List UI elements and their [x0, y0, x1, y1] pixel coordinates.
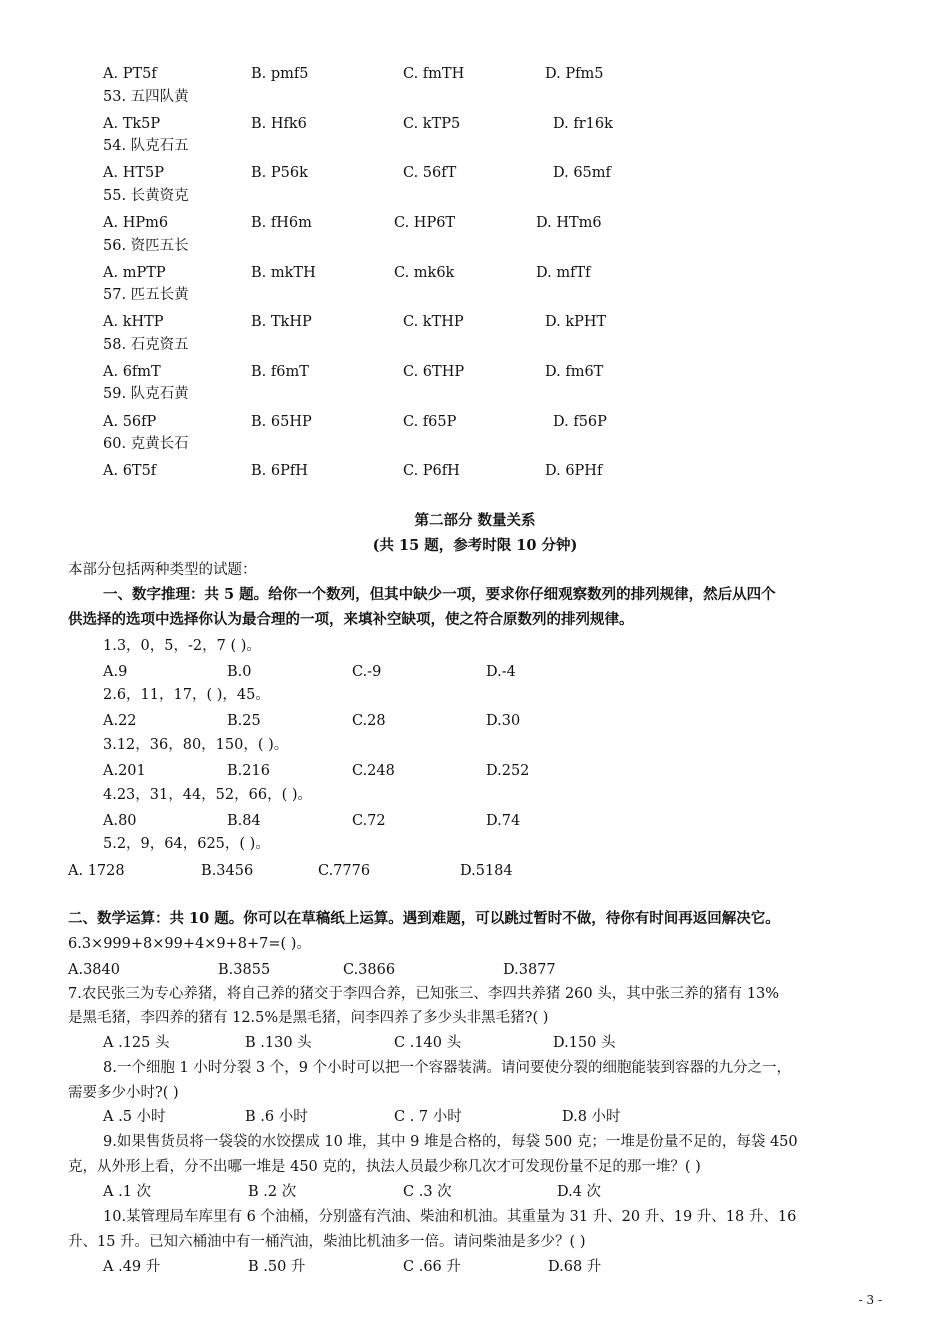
- option-b: B. fH6m: [251, 215, 312, 231]
- option-a: A. 6fmT: [103, 364, 161, 380]
- option-d: D. f56P: [553, 414, 607, 430]
- option-c: C.72: [352, 813, 386, 829]
- option-c: C. f65P: [403, 414, 457, 430]
- option-d: D. Pfm5: [545, 66, 604, 82]
- option-b: B.216: [227, 763, 270, 779]
- option-d: D. fr16k: [553, 116, 613, 132]
- option-b: B. mkTH: [251, 265, 316, 281]
- question-8: 8.一个细胞 1 小时分裂 3 个，9 个小时可以把一个容器装满。请问要使分裂的细胞能装到容器的九分之一，: [103, 1060, 792, 1076]
- question-5: 5.2，9，64，625，( )。: [103, 836, 270, 852]
- option-a: A. PT5f: [103, 66, 157, 82]
- option-a: A.201: [103, 763, 146, 779]
- question-4: 4.23，31，44，52，66，( )。: [103, 787, 313, 803]
- option-d: D. fm6T: [545, 364, 604, 380]
- option-c: C.248: [352, 763, 395, 779]
- option-a: A.80: [103, 813, 137, 829]
- option-d: D.3877: [503, 962, 556, 978]
- option-d: D.68 升: [548, 1259, 602, 1275]
- option-a: A .5 小时: [103, 1109, 166, 1125]
- option-a: A. 56fP: [103, 414, 157, 430]
- question-1: 1.3，0，5，-2，7 ( )。: [103, 638, 261, 654]
- section-1-heading-cont: 供选择的选项中选择你认为最合理的一项，来填补空缺项，使之符合原数列的排列规律。: [68, 611, 634, 628]
- question-10: 10.某管理局车库里有 6 个油桶，分别盛有汽油、柴油和机油。其重量为 31 升、20 升、19 升、18 升、16: [103, 1209, 797, 1225]
- option-b: B .6 小时: [245, 1109, 308, 1125]
- option-a: A. Tk5P: [103, 116, 161, 132]
- question-55: 55. 长黄资克: [103, 188, 189, 204]
- option-c: C .66 升: [403, 1259, 461, 1275]
- option-b: B.84: [227, 813, 261, 829]
- option-d: D.8 小时: [562, 1109, 621, 1125]
- question-9: 9.如果售货员将一袋袋的水饺摆成 10 堆，其中 9 堆是合格的，每袋 500 克；一堆是份量不足的，每袋 450: [103, 1134, 798, 1150]
- question-6: 6.3×999+8×99+4×9+8+7=( )。: [68, 936, 311, 952]
- option-c: C . 7 小时: [394, 1109, 462, 1125]
- option-b: B. 6PfH: [251, 463, 308, 479]
- part-intro: 本部分包括两种类型的试题：: [68, 562, 257, 578]
- question-8-cont: 需要多少小时?( ): [68, 1085, 179, 1101]
- option-c: C .3 次: [403, 1184, 452, 1200]
- option-b: B. 65HP: [251, 414, 312, 430]
- option-a: A. 6T5f: [103, 463, 157, 479]
- question-7: 7.农民张三为专心养猪，将自己养的猪交于李四合养，已知张三、李四共养猪 260 头，其中张三养的猪有 13%: [68, 986, 780, 1002]
- question-57: 57. 匹五长黄: [103, 287, 189, 303]
- option-d: D. 6PHf: [545, 463, 603, 479]
- question-10-cont: 升、15 升。已知六桶油中有一桶汽油，柴油比机油多一倍。请问柴油是多少？( ): [68, 1234, 586, 1250]
- option-a: A. HPm6: [103, 215, 169, 231]
- option-b: B. TkHP: [251, 314, 312, 330]
- option-b: B. pmf5: [251, 66, 309, 82]
- question-60: 60. 克黄长石: [103, 436, 189, 452]
- part-subtitle: (共 15 题，参考时限 10 分钟): [372, 537, 578, 554]
- option-b: B.0: [227, 664, 252, 680]
- option-d: D.30: [486, 713, 521, 729]
- option-c: C. mk6k: [394, 265, 455, 281]
- section-1-heading: 一、数字推理：共 5 题。给你一个数列，但其中缺少一项，要求你仔细观察数列的排列规律，然后从四个: [103, 586, 776, 603]
- option-c: C. kTHP: [403, 314, 464, 330]
- option-a: A.9: [103, 664, 128, 680]
- option-a: A. HT5P: [103, 165, 164, 181]
- page-number: - 3 -: [858, 1293, 882, 1307]
- question-58: 58. 石克资五: [103, 337, 189, 353]
- option-b: B .130 头: [245, 1035, 312, 1051]
- section-2-heading: 二、数学运算：共 10 题。你可以在草稿纸上运算。遇到难题，可以跳过暂时不做，待你有时间再返回解决它。: [68, 910, 780, 927]
- option-c: C.-9: [352, 664, 382, 680]
- option-b: B .50 升: [248, 1259, 306, 1275]
- question-56: 56. 资匹五长: [103, 238, 189, 254]
- option-a: A .125 头: [103, 1035, 170, 1051]
- option-a: A .1 次: [103, 1184, 152, 1200]
- option-d: D.-4: [486, 664, 516, 680]
- option-c: C.7776: [318, 863, 371, 879]
- option-b: B. Hfk6: [251, 116, 307, 132]
- question-2: 2.6，11，17，( )，45。: [103, 687, 270, 703]
- option-d: D.4 次: [557, 1184, 602, 1200]
- option-b: B. f6mT: [251, 364, 309, 380]
- option-c: C. 56fT: [403, 165, 457, 181]
- option-d: D.150 头: [553, 1035, 616, 1051]
- option-d: D.252: [486, 763, 530, 779]
- option-d: D. 65mf: [553, 165, 611, 181]
- part-title: 第二部分 数量关系: [414, 512, 536, 529]
- option-d: D.74: [486, 813, 521, 829]
- option-c: C. P6fH: [403, 463, 460, 479]
- question-7-cont: 是黑毛猪，李四养的猪有 12.5%是黑毛猪，问李四养了多少头非黑毛猪?( ): [68, 1010, 549, 1026]
- option-b: B.3855: [218, 962, 271, 978]
- option-a: A .49 升: [103, 1259, 161, 1275]
- option-d: D. HTm6: [536, 215, 602, 231]
- option-b: B. P56k: [251, 165, 308, 181]
- option-b: B.3456: [201, 863, 254, 879]
- option-c: C.3866: [343, 962, 396, 978]
- option-a: A. 1728: [68, 863, 125, 879]
- option-b: B .2 次: [248, 1184, 297, 1200]
- option-c: C. fmTH: [403, 66, 465, 82]
- option-c: C. 6THP: [403, 364, 465, 380]
- option-d: D.5184: [460, 863, 513, 879]
- option-a: A.22: [103, 713, 137, 729]
- option-b: B.25: [227, 713, 261, 729]
- question-9-cont: 克，从外形上看，分不出哪一堆是 450 克的，执法人员最少称几次才可发现份量不足的那一堆？( ): [68, 1159, 701, 1175]
- question-59: 59. 队克石黄: [103, 386, 189, 402]
- option-d: D. mfTf: [536, 265, 591, 281]
- question-53: 53. 五四队黄: [103, 89, 189, 105]
- option-a: A. mPTP: [103, 265, 166, 281]
- option-c: C.28: [352, 713, 386, 729]
- question-3: 3.12，36，80，150，( )。: [103, 737, 289, 753]
- question-54: 54. 队克石五: [103, 138, 189, 154]
- option-a: A. kHTP: [103, 314, 164, 330]
- option-d: D. kPHT: [545, 314, 607, 330]
- option-c: C. kTP5: [403, 116, 461, 132]
- option-a: A.3840: [68, 962, 120, 978]
- option-c: C .140 头: [394, 1035, 462, 1051]
- option-c: C. HP6T: [394, 215, 456, 231]
